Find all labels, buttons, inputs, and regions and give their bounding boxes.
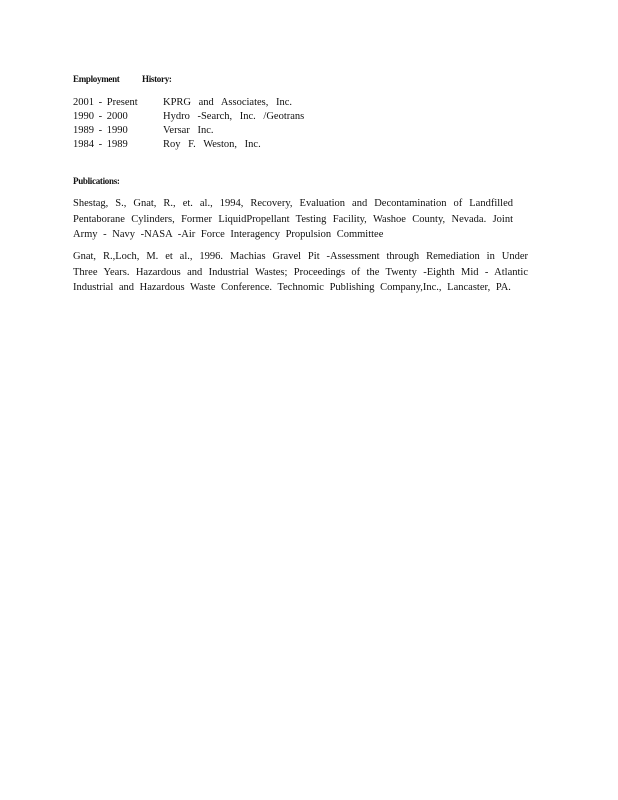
- history-employer: Roy F. Weston, Inc.: [163, 139, 261, 150]
- history-years: 1989 - 1990: [73, 125, 128, 136]
- publications-heading: Publications:: [73, 176, 120, 186]
- publication-entry: Gnat, R.,Loch, M. et al., 1996. Machias Gravel Pit -Assessment through Remediation in Under Three Years. Hazardous and Industrial Wastes; Proceedings of the Twenty -Eighth Mid - Atlantic Industrial and Hazardous Waste Conference. Technomic Publishing Company,Inc., Lancaster, PA.: [73, 251, 528, 293]
- employment-heading-label: Employment: [73, 74, 120, 84]
- history-heading-label: History:: [142, 74, 172, 84]
- history-employer: Versar Inc.: [163, 125, 214, 136]
- publication-entry: Shestag, S., Gnat, R., et. al., 1994, Recovery, Evaluation and Decontamination of Landfilled Pentaborane Cylinders, Former LiquidPropellant Testing Facility, Washoe County, Nevada. Joint Army - Navy -NASA -Air Force Interagency Propulsion Committee: [73, 198, 513, 240]
- history-employer: KPRG and Associates, Inc.: [163, 97, 293, 108]
- history-years: 1990 - 2000: [73, 111, 128, 122]
- history-years: 1984 - 1989: [73, 139, 128, 150]
- employment-history-heading: [73, 74, 172, 84]
- history-employer: Hydro -Search, Inc. /Geotrans: [163, 111, 305, 122]
- history-years: 2001 - Present: [73, 97, 138, 108]
